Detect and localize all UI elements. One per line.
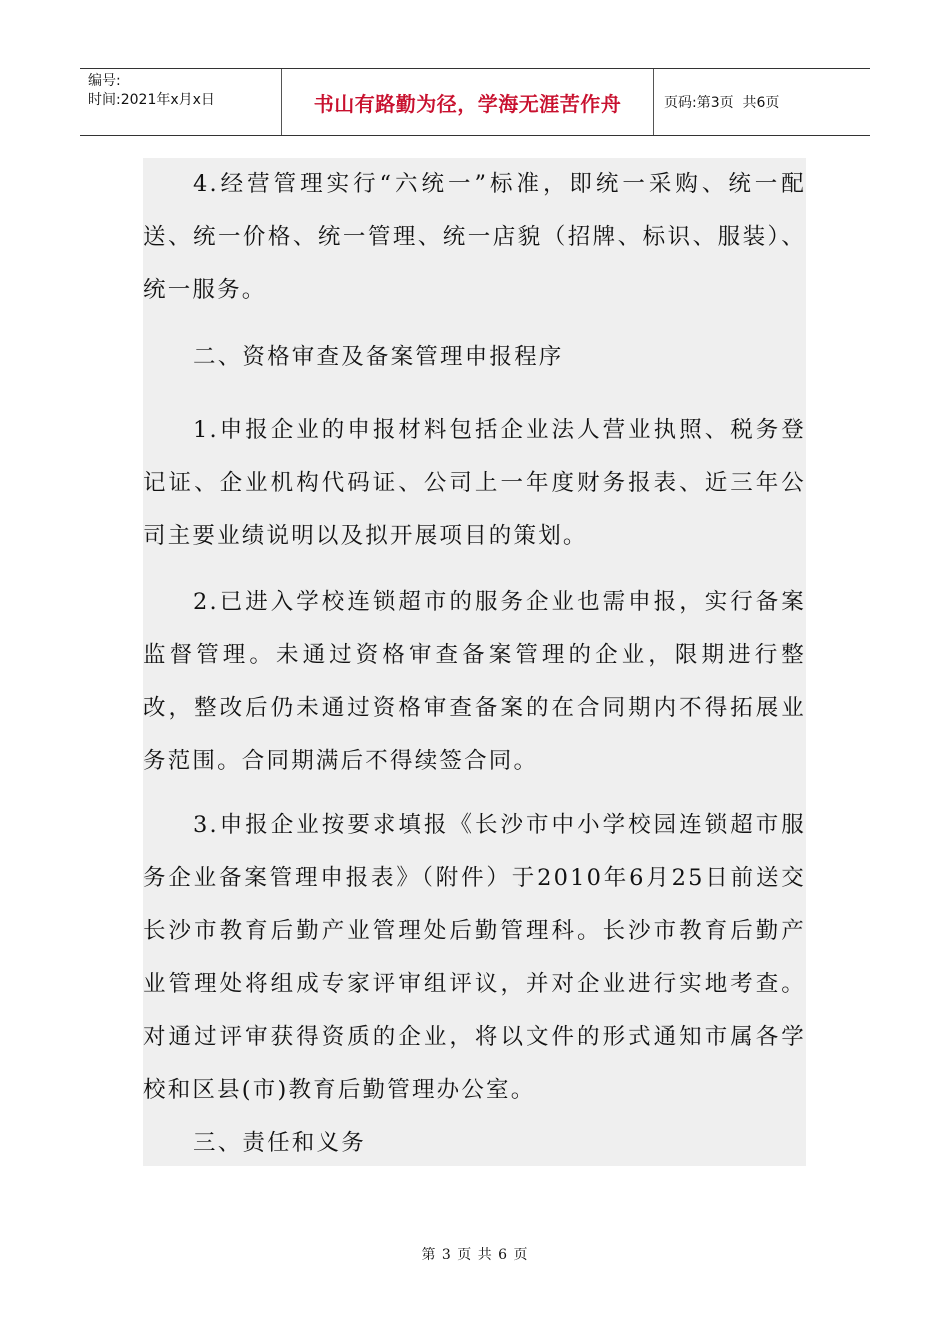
paragraph-item-4: 4.经营管理实行“六统一”标准，即统一采购、统一配送、统一价格、统一管理、统一店貌（招牌、标识、服装）、统一服务。 xyxy=(143,171,806,303)
document-number-label: 编号: xyxy=(88,73,121,89)
document-header xyxy=(80,68,870,136)
section-heading-qualification-review: 二、资格审查及备案管理申报程序 xyxy=(193,344,564,370)
paragraph-item-2: 2.已进入学校连锁超市的服务企业也需申报，实行备案监督管理。未通过资格审查备案管理的企业，限期进行整改，整改后仍未通过资格审查备案的在合同期内不得拓展业务范围。合同期满后不得续签合同。 xyxy=(143,589,806,774)
document-date-label: 时间:2021年x月x日 xyxy=(88,92,215,108)
paragraph-item-3: 3.申报企业按要求填报《长沙市中小学校园连锁超市服务企业备案管理申报表》（附件）于2010年6月25日前送交长沙市教育后勤产业管理处后勤管理科。长沙市教育后勤产业管理处将组成专家评审组评议，并对企业进行实地考查。对通过评审获得资质的企业，将以文件的形式通知市属各学校和区县(市)教育后勤管理办公室。 xyxy=(143,812,806,1103)
header-meta-cell xyxy=(80,69,282,135)
paragraph-item-1: 1.申报企业的申报材料包括企业法人营业执照、税务登记证、企业机构代码证、公司上一年度财务报表、近三年公司主要业绩说明以及拟开展项目的策划。 xyxy=(143,417,806,549)
page-footer: 第 3 页 共 6 页 xyxy=(421,1247,529,1263)
header-motto: 书山有路勤为径，学海无涯苦作舟 xyxy=(282,69,654,135)
section-heading-responsibilities: 三、责任和义务 xyxy=(193,1130,366,1156)
header-page-info: 页码:第3页 共6页 xyxy=(664,95,780,111)
header-page-cell xyxy=(654,69,870,135)
document-body xyxy=(143,158,806,1166)
